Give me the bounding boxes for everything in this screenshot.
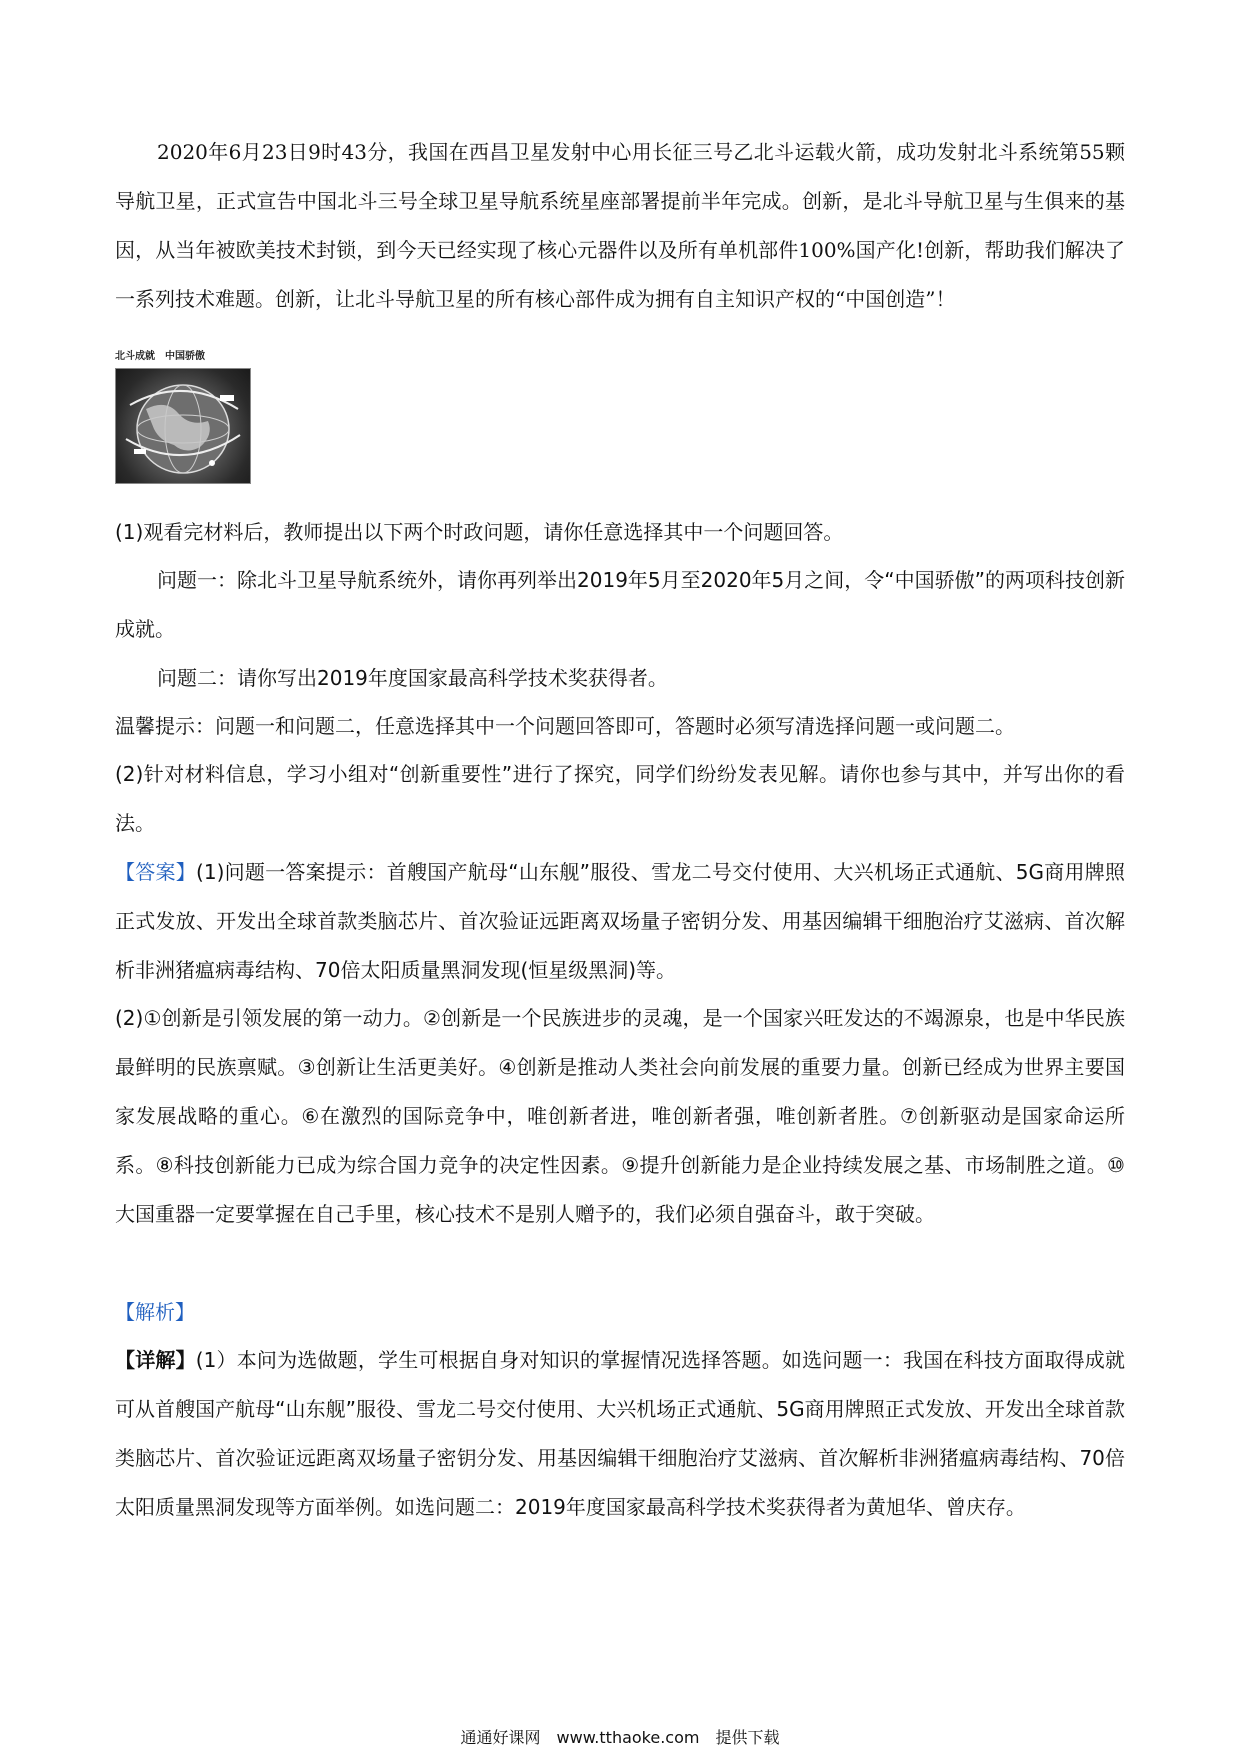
figure-caption: 北斗成就 中国骄傲 [115, 351, 205, 362]
answer-part-1 [115, 848, 1125, 995]
analysis-tag: 【解析】 [115, 1300, 195, 1324]
analysis-detail [115, 1336, 1125, 1532]
beidou-figure [115, 350, 251, 484]
analysis-heading [115, 1288, 1125, 1337]
question-2: (2)针对材料信息，学习小组对“创新重要性”进行了探究，同学们纷纷发表见解。请你也参与其中，并写出你的看法。 [115, 762, 1125, 835]
question-option-1: 问题一：除北斗卫星导航系统外，请你再列举出2019年5月至2020年5月之间，令“中国骄傲”的两项科技创新成就。 [115, 568, 1125, 641]
question-option-2: 问题二：请你写出2019年度国家最高科学技术奖获得者。 [157, 666, 668, 690]
warm-tip: 温馨提示：问题一和问题二，任意选择其中一个问题回答即可，答题时必须写清选择问题一或问题二。 [115, 714, 1015, 738]
answer-part-2: (2)①创新是引领发展的第一动力。②创新是一个民族进步的灵魂，是一个国家兴旺发达的不竭源泉，也是中华民族最鲜明的民族禀赋。③创新让生活更美好。④创新是推动人类社会向前发展的重要力量。创新已经成为世界主要国家发展战略的重心。⑥在激烈的国际竞争中，唯创新者进，唯创新者强，唯创新者胜。⑦创新驱动是国家命运所系。⑧科技创新能力已成为综合国力竞争的决定性因素。⑨提升创新能力是企业持续发展之基、市场制胜之道。⑩大国重器一定要掌握在自己手里，核心技术不是别人赠予的，我们必须自强奋斗，敢于突破。 [115, 1006, 1125, 1226]
globe-illustration [116, 369, 250, 483]
question-1-intro: (1)观看完材料后，教师提出以下两个时政问题，请你任意选择其中一个问题回答。 [115, 520, 844, 544]
answer-text-1: (1)问题一答案提示：首艘国产航母“山东舰”服役、雪龙二号交付使用、大兴机场正式通航、5G商用牌照正式发放、开发出全球首款类脑芯片、首次验证远距离双场量子密钥分发、用基因编辑干细胞治疗艾滋病、首次解析非洲猪瘟病毒结构、70倍太阳质量黑洞发现(恒星级黑洞)等。 [115, 860, 1126, 982]
detail-tag: 【详解】 [115, 1348, 196, 1372]
answer-tag: 【答案】 [115, 860, 197, 884]
detail-text: (1）本问为选做题，学生可根据自身对知识的掌握情况选择答题。如选问题一：我国在科技方面取得成就可从首艘国产航母“山东舰”服役、雪龙二号交付使用、大兴机场正式通航、5G商用牌照正式发放、开发出全球首款类脑芯片、首次验证远距离双场量子密钥分发、用基因编辑干细胞治疗艾滋病、首次解析非洲猪瘟病毒结构、70倍太阳质量黑洞发现等方面举例。如选问题二：2019年度国家最高科学技术奖获得者为黄旭华、曾庆存。 [115, 1348, 1126, 1519]
page-footer: 通通好课网 www.tthaoke.com 提供下载 [460, 1728, 780, 1747]
globe-satellite-image [115, 368, 251, 484]
intro-paragraph: 2020年6月23日9时43分，我国在西昌卫星发射中心用长征三号乙北斗运载火箭，成功发射北斗系统第55颗导航卫星，正式宣告中国北斗三号全球卫星导航系统星座部署提前半年完成。创新，是北斗导航卫星与生俱来的基因，从当年被欧美技术封锁，到今天已经实现了核心元器件以及所有单机部件100%国产化!创新，帮助我们解决了一系列技术难题。创新，让北斗导航卫星的所有核心部件成为拥有自主知识产权的“中国创造”！ [115, 140, 1125, 311]
